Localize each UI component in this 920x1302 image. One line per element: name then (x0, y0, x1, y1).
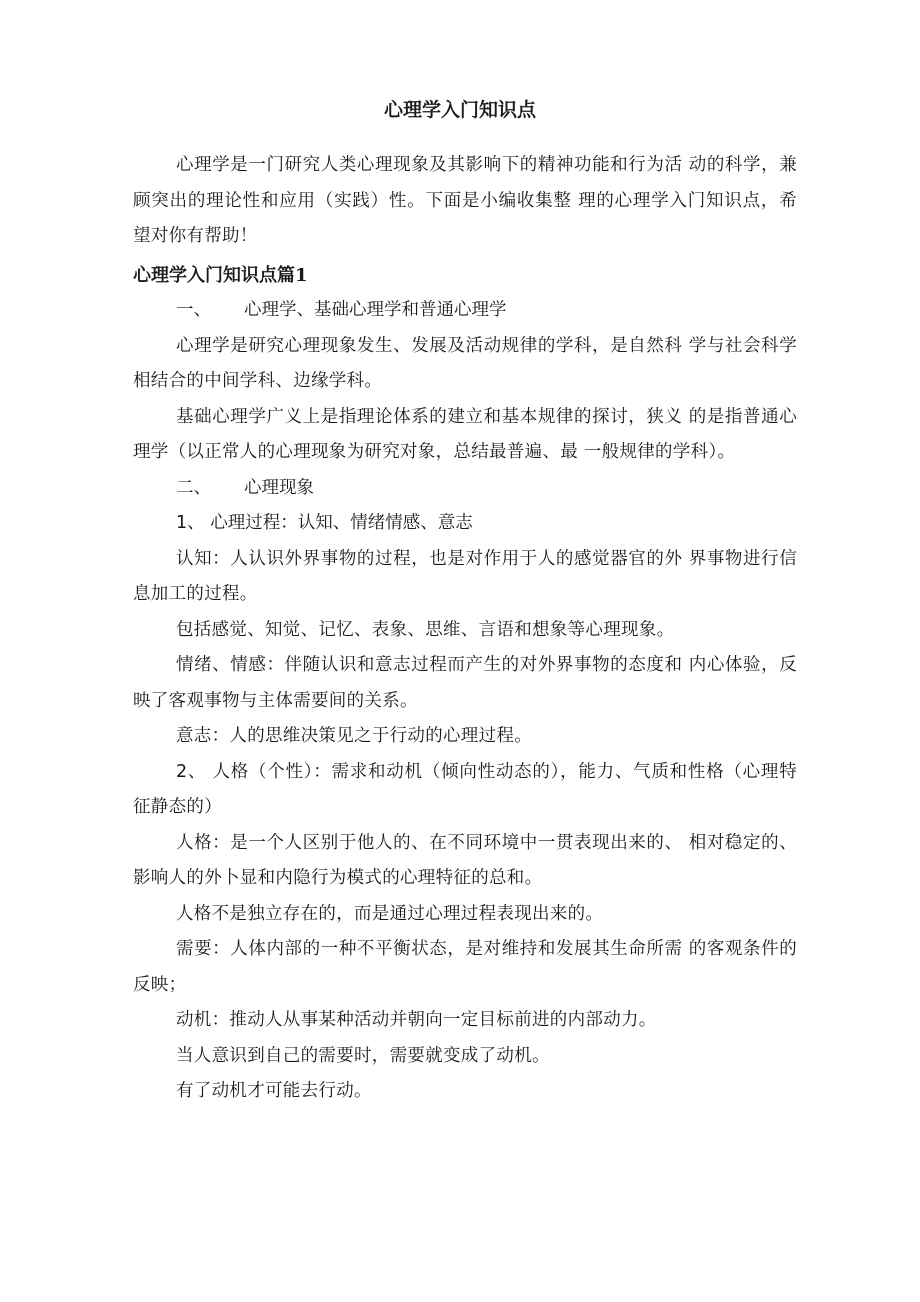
paragraph: 有了动机才可能去行动。 (176, 1081, 372, 1101)
section-title: 心理现象 (244, 477, 314, 498)
section-heading-2 (133, 471, 797, 507)
list-item-2: 2、 人格（个性）：需求和动机（倾向性动态的），能力、气质和性格（心理特征静态的） (133, 761, 797, 817)
paragraph: 需要：人体内部的一种不平衡状态，是对维持和发展其生命所需 的客观条件的反映； (133, 939, 797, 995)
paragraph: 人格不是独立存在的，而是通过心理过程表现出来的。 (176, 903, 604, 924)
paragraph: 包括感觉、知觉、记忆、表象、思维、言语和想象等心理现象。 (176, 619, 675, 640)
section-heading-1 (133, 293, 797, 329)
intro-paragraph: 心理学是一门研究人类心理现象及其影响下的精神功能和行为活 动的科学，兼顾突出的理论性和应用（实践）性。下面是小编收集整 理的心理学入门知识点，希望对你有帮助！ (133, 155, 797, 246)
paragraph: 当人意识到自己的需要时，需要就变成了动机。 (176, 1045, 550, 1066)
paragraph: 心理学是研究心理现象发生、发展及活动规律的学科，是自然科 学与社会科学相结合的中间学科、边缘学科。 (133, 335, 797, 391)
paragraph: 基础心理学广义上是指理论体系的建立和基本规律的探讨，狭义 的是指普通心理学（以正常人的心理现象为研究对象，总结最普遍、最 一般规律的学科）。 (133, 406, 797, 462)
paragraph: 人格：是一个人区别于他人的、在不同环境中一贯表现出来的、 相对稳定的、影响人的外卜显和内隐行为模式的心理特征的总和。 (133, 832, 797, 888)
paragraph: 情绪、情感：伴随认识和意志过程而产生的对外界事物的态度和 内心体验，反映了客观事物与主体需要间的关系。 (133, 655, 797, 711)
document-title: 心理学入门知识点 (383, 99, 536, 121)
section-number: 一、 (176, 300, 211, 320)
section-title: 心理学、基础心理学和普通心理学 (244, 300, 507, 320)
paragraph: 认知：人认识外界事物的过程，也是对作用于人的感觉器官的外 界事物进行信息加工的过程。 (133, 548, 797, 604)
article-heading: 心理学入门知识点篇1 (133, 264, 308, 286)
list-item-1: 1、 心理过程：认知、情绪情感、意志 (176, 513, 473, 533)
document-body (133, 148, 797, 1110)
section-number: 二、 (176, 477, 211, 498)
paragraph: 意志：人的思维决策见之于行动的心理过程。 (176, 726, 532, 746)
paragraph: 动机：推动人从事某种活动并朝向一定目标前进的内部动力。 (176, 1010, 657, 1030)
